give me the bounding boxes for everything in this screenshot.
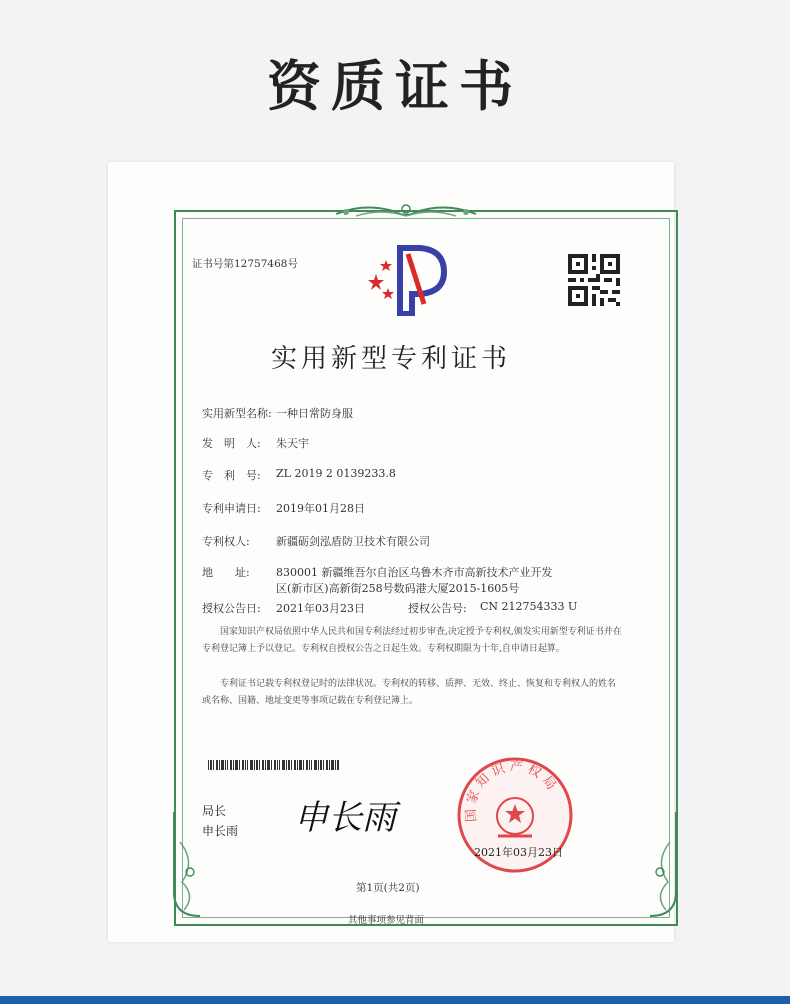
director-title: 局长	[202, 804, 227, 818]
barcode-icon	[208, 760, 340, 770]
body-paragraph: 国家知识产权局依照中华人民共和国专利法经过初步审查,决定授予专利权,颁发实用新型专利证书并在专利登记簿上予以登记。专利权自授权公告之日起生效。专利权期限为十年,自申请日起算。	[202, 627, 622, 654]
top-ornament-icon	[326, 200, 486, 224]
stamp-date: 2021年03月23日	[474, 846, 563, 859]
filing-date-value: 2019年01月28日	[276, 502, 365, 515]
grant-date-label: 授权公告日:	[202, 602, 261, 615]
svg-text:国家知识产权局: 国家知识产权局	[463, 759, 561, 823]
certificate-number: 证书号第12757468号	[192, 258, 298, 270]
filing-date-label: 专利申请日:	[202, 502, 261, 515]
patentee-value: 新疆砺剑泓盾防卫技术有限公司	[276, 535, 430, 548]
qr-code-icon	[568, 254, 620, 306]
grant-number-label: 授权公告号:	[408, 602, 467, 615]
director-signature: 申长雨	[294, 798, 396, 838]
footer-note: 其他事项参见背面	[348, 915, 425, 926]
certificate-paper	[108, 162, 674, 942]
page-title: 资质证书	[267, 55, 523, 118]
certificate-title: 实用新型专利证书	[270, 344, 511, 374]
name-value: 一种日常防身服	[276, 407, 353, 420]
page-indicator: 第1页(共2页)	[356, 882, 420, 894]
address-label: 地 址:	[202, 566, 250, 579]
grant-date-value: 2021年03月23日	[276, 602, 365, 615]
grant-number-value: CN 212754333 U	[480, 600, 578, 613]
bottom-bar	[0, 996, 790, 1004]
inventor-label: 发 明 人:	[202, 437, 261, 450]
body-paragraph: 专利证书记载专利权登记时的法律状况。专利权的转移、质押、无效、终止、恢复和专利权人的姓名或名称、国籍、地址变更等事项记载在专利登记簿上。	[202, 679, 617, 706]
address-line1: 830001 新疆维吾尔自治区乌鲁木齐市高新技术产业开发	[276, 566, 553, 579]
patentee-label: 专利权人:	[202, 535, 250, 548]
address-line2: 区(新市区)高新街258号数码港大厦2015-1605号	[276, 582, 520, 595]
patent-number-label: 专 利 号:	[202, 469, 261, 482]
patent-number-value: ZL 2019 2 0139233.8	[276, 467, 396, 480]
name-label: 实用新型名称:	[202, 407, 272, 420]
inventor-value: 朱天宇	[276, 437, 309, 450]
patent-office-logo-icon	[364, 244, 450, 316]
director-name: 申长雨	[202, 824, 239, 838]
corner-ornament-icon	[640, 812, 680, 922]
